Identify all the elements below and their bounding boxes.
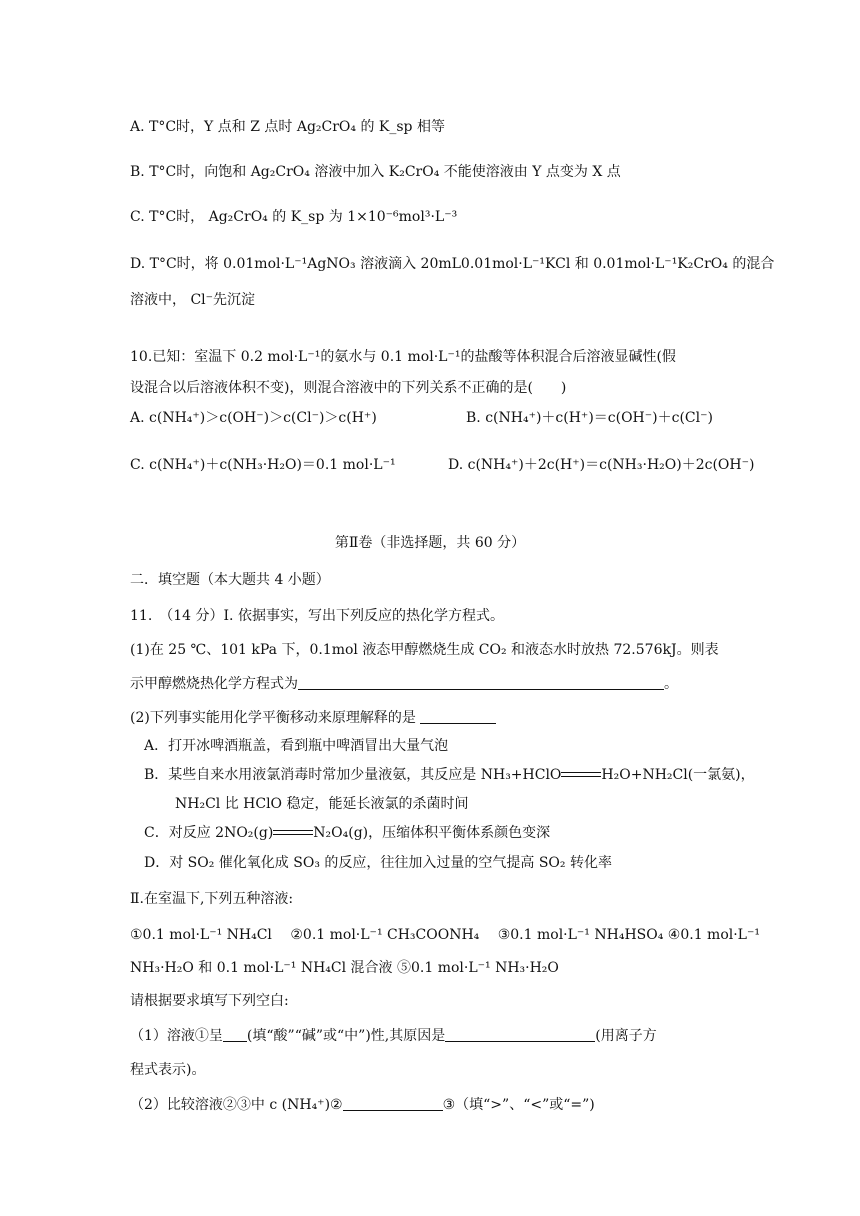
q10-option-d: D. c(NH₄⁺)＋2c(H⁺)＝c(NH₃·H₂O)＋2c(OH⁻) [448, 457, 755, 473]
q11-option-c [144, 823, 550, 843]
q10-stem: 10.已知：室温下 0.2 mol·L⁻¹的氨水与 0.1 mol·L⁻¹的盐酸等体积混合后溶液显碱性(假 [130, 349, 676, 365]
q9-option-d: D. T°C时，将 0.01mol·L⁻¹AgNO₃ 溶液滴入 20mL0.01mol·L⁻¹KCl 和 0.01mol·L⁻¹K₂CrO₄ 的混合 [130, 256, 775, 272]
q11-item2 [130, 708, 496, 728]
q11-option-b-cont: NH₂Cl 比 HClO 稳定，能延长液氯的杀菌时间 [175, 796, 469, 812]
solutions-line: ①0.1 mol·L⁻¹ NH₄Cl ②0.1 mol·L⁻¹ CH₃COONH₄ ③0.1 mol·L⁻¹ NH₄HSO₄ ④0.1 mol·L⁻¹ [130, 927, 760, 943]
q11-option-b [144, 765, 755, 785]
answer-blank[interactable] [223, 1027, 247, 1042]
q10-option-b: B. c(NH₄⁺)＋c(H⁺)＝c(OH⁻)＋c(Cl⁻) [466, 410, 713, 426]
q10-option-a: A. c(NH₄⁺)＞c(OH⁻)＞c(Cl⁻)＞c(H⁺) [130, 410, 377, 426]
q11-option-b-pre: B．某些自来水用液氯消毒时常加少量液氨，其反应是 NH₃+HClO [144, 767, 562, 783]
q11-item1-text: 示甲醇燃烧热化学方程式为 [130, 676, 298, 692]
q11-heading: 11. （14 分）Ⅰ. 依据事实，写出下列反应的热化学方程式。 [130, 608, 504, 624]
answer-blank[interactable] [420, 709, 496, 724]
sub-question-1-cont: 程式表示)。 [130, 1062, 206, 1078]
q11-option-a: A．打开冰啤酒瓶盖，看到瓶中啤酒冒出大量气泡 [144, 738, 449, 754]
q10-option-c: C. c(NH₄⁺)＋c(NH₃·H₂O)＝0.1 mol·L⁻¹ [130, 457, 396, 473]
answer-blank[interactable] [298, 675, 664, 690]
q11-part2-heading: Ⅱ.在室温下,下列五种溶液: [130, 891, 294, 907]
q11-item1-end: 。 [664, 676, 678, 692]
part2-title: 第Ⅱ卷（非选择题，共 60 分） [334, 535, 526, 551]
sq1-text-c: (用离子方 [595, 1028, 657, 1044]
q11-item1-cont [130, 674, 678, 694]
sub-question-1 [130, 1026, 657, 1046]
sq2-text-a: （2）比较溶液②③中 c (NH₄⁺)② [130, 1097, 343, 1113]
sub-question-2 [130, 1095, 595, 1115]
q11-option-b-post: H₂O+NH₂Cl(一氯氨)， [601, 767, 755, 783]
sq1-text-b: (填“酸”“碱”或“中”)性,其原因是 [246, 1028, 446, 1044]
q11-option-c-post: N₂O₄(g)，压缩体积平衡体系颜色变深 [313, 825, 551, 841]
q9-option-d-cont: 溶液中， Cl⁻先沉淀 [130, 292, 256, 308]
sq1-text-a: （1）溶液①呈 [130, 1028, 223, 1044]
q9-option-c: C. T°C时， Ag₂CrO₄ 的 K_sp 为 1×10⁻⁶mol³·L⁻³ [130, 209, 458, 225]
q9-option-a: A. T°C时，Y 点和 Z 点时 Ag₂CrO₄ 的 K_sp 相等 [130, 119, 445, 135]
answer-blank[interactable] [343, 1096, 443, 1111]
q11-item2-text: (2)下列事实能用化学平衡移动来原理解释的是 [130, 710, 416, 726]
q11-item1: (1)在 25 ℃、101 kPa 下，0.1mol 液态甲醇燃烧生成 CO₂ 和液态水时放热 72.576kJ。则表 [130, 642, 719, 658]
q11-option-c-pre: C．对反应 2NO₂(g) [144, 825, 274, 841]
equilibrium-arrow-icon [561, 769, 601, 779]
sq2-text-b: ③（填“>”、“<”或“=”) [442, 1097, 595, 1113]
q10-stem-cont: 设混合以后溶液体积不变)，则混合溶液中的下列关系不正确的是( ) [130, 380, 567, 396]
q11-option-d: D．对 SO₂ 催化氧化成 SO₃ 的反应，往往加入过量的空气提高 SO₂ 转化率 [144, 855, 612, 871]
instructions: 请根据要求填写下列空白: [130, 993, 289, 1009]
q9-option-b: B. T°C时，向饱和 Ag₂CrO₄ 溶液中加入 K₂CrO₄ 不能使溶液由 Y 点变为 X 点 [130, 164, 621, 180]
section-heading: 二．填空题（本大题共 4 小题） [130, 572, 330, 588]
answer-blank[interactable] [445, 1027, 595, 1042]
equilibrium-arrow-icon [273, 827, 313, 837]
solutions-line-cont: NH₃·H₂O 和 0.1 mol·L⁻¹ NH₄Cl 混合液 ⑤0.1 mol·L⁻¹ NH₃·H₂O [130, 960, 559, 976]
